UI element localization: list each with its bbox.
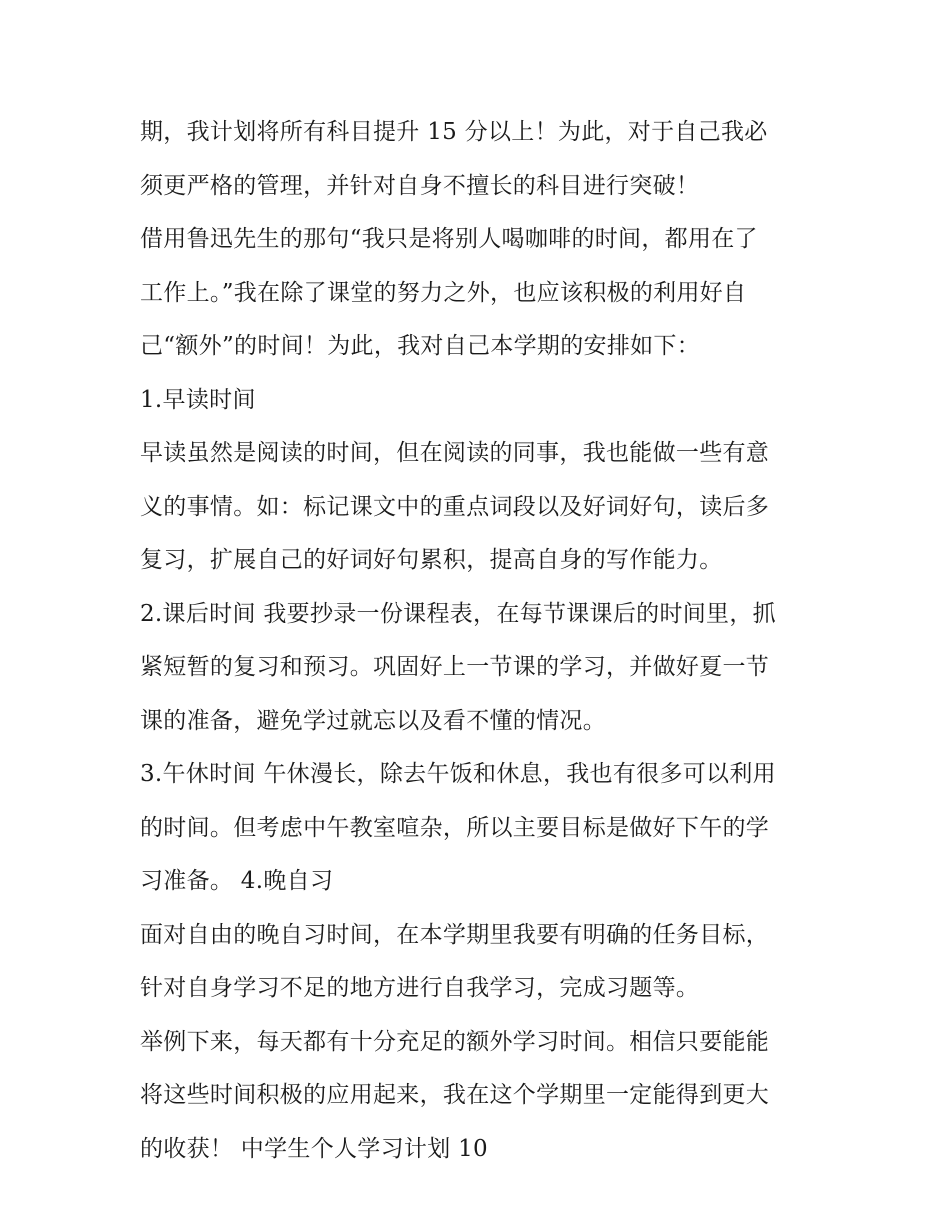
text-line: 课的准备，避免学过就忘以及看不懂的情况。	[140, 707, 606, 734]
text-line: 工作上。”我在除了课堂的努力之外，也应该积极的利用好自	[140, 279, 747, 306]
text-line: 的时间。但考虑中午教室喧杂，所以主要目标是做好下午的学	[140, 814, 770, 841]
text-line: 义的事情。如：标记课文中的重点词段以及好词好句，读后多	[140, 493, 770, 520]
text-line: 面对自由的晚自习时间，在本学期里我要有明确的任务目标，	[140, 921, 770, 948]
text-line: 早读虽然是阅读的时间，但在阅读的同事，我也能做一些有意	[140, 440, 770, 466]
section-after-class: 2.课后时间 我要抄录一份课程表，在每节课课后的时间里，抓	[140, 600, 776, 627]
text-line: 己“额外”的时间！为此，我对自己本学期的安排如下：	[140, 333, 701, 359]
text-line: 习准备。 4.晚自习	[140, 868, 334, 894]
text-line: 期，我计划将所有科目提升 15 分以上！为此，对于自己我必	[140, 119, 768, 145]
text-line: 的收获！ 中学生个人学习计划 10	[140, 1135, 488, 1162]
text-line: 须更严格的管理，并针对自身不擅长的科目进行突破！	[140, 172, 700, 199]
text-line: 借用鲁迅先生的那句“我只是将别人喝咖啡的时间，都用在了	[140, 226, 758, 252]
text-line: 紧短暂的复习和预习。巩固好上一节课的学习，并做好夏一节	[140, 654, 770, 680]
section-noon-break: 3.午休时间 午休漫长，除去午饭和休息，我也有很多可以利用	[140, 761, 776, 787]
text-line: 举例下来，每天都有十分充足的额外学习时间。相信只要能能	[140, 1028, 770, 1055]
text-line: 复习，扩展自己的好词好句累积，提高自身的写作能力。	[140, 547, 723, 573]
text-line: 将这些时间积极的应用起来，我在这个学期里一定能得到更大	[140, 1082, 770, 1108]
document-body	[140, 106, 820, 1176]
section-heading-morning-reading: 1.早读时间	[140, 386, 256, 413]
text-line: 针对自身学习不足的地方进行自我学习，完成习题等。	[140, 975, 700, 1001]
